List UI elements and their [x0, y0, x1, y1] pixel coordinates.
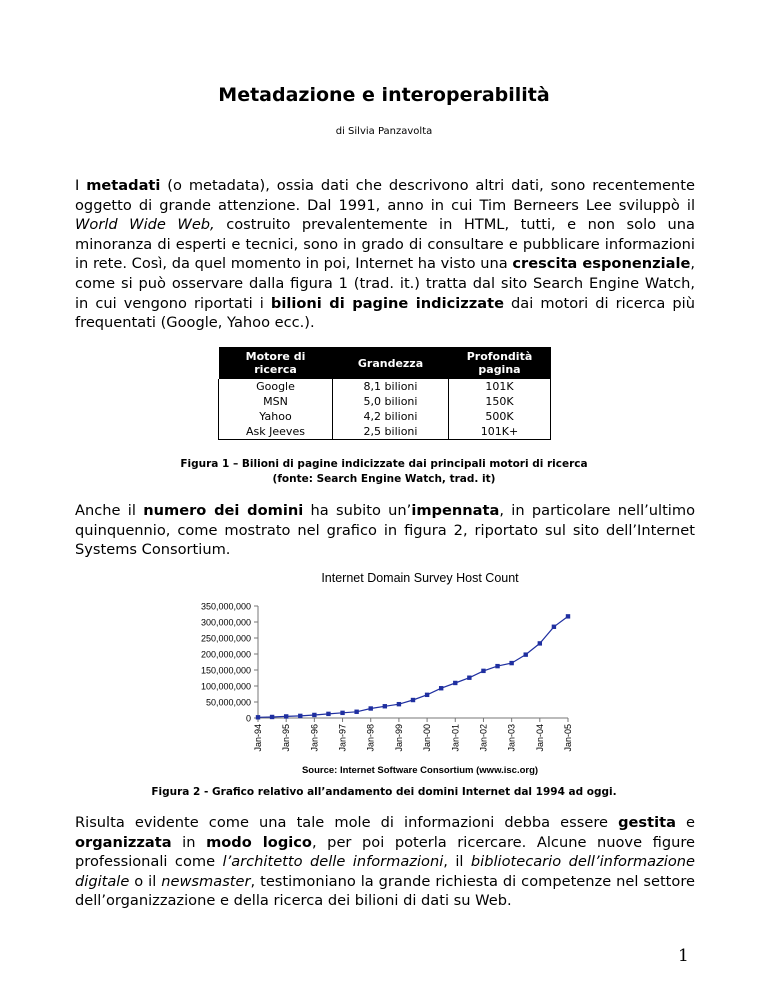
table-cell: 5,0 bilioni: [333, 394, 449, 409]
text-run: ha subito un’: [303, 502, 412, 519]
y-tick-label: 50,000,000: [205, 697, 251, 708]
page-number: 1: [678, 946, 689, 966]
search-engine-table: [218, 347, 551, 440]
table-row: [219, 379, 551, 394]
document-title: Metadazione e interoperabilità: [218, 84, 550, 106]
italic-text: bibliotecario dell’informazione digitale: [75, 853, 695, 890]
bold-text: bilioni di pagine indicizzate: [270, 294, 504, 312]
intro-paragraph: [75, 176, 695, 333]
figure-2-caption: Figura 2 - Grafico relativo all’andamento dei domini Internet dal 1994 ad oggi.: [151, 786, 617, 798]
text-run: in: [171, 833, 207, 851]
bold-text: numero dei domini: [143, 502, 304, 519]
data-point: [552, 625, 556, 629]
table-cell: 4,2 bilioni: [333, 409, 449, 424]
text-run: (o metadata), ossia dati che descrivono altri dati, sono recentemente oggetto di grande attenzione. Dal 1991, anno in cui Tim Berneers Lee sviluppò il: [75, 177, 695, 214]
figure-1-caption: [0, 457, 768, 487]
text-run: Anche il: [75, 502, 144, 519]
table-header-depth: Profondità pagina: [449, 347, 551, 379]
bold-text: organizzata: [75, 833, 172, 851]
y-tick-label: 150,000,000: [200, 665, 251, 676]
table-cell: 101K: [449, 379, 551, 394]
italic-text: l’architetto delle informazioni: [222, 853, 444, 871]
table-row: [219, 394, 551, 409]
x-tick-label: Jan-96: [309, 724, 320, 752]
text-run: dai motori di ricerca più frequentati (Google, Yahoo ecc.).: [75, 294, 695, 332]
table-cell: MSN: [219, 394, 333, 409]
table-cell: 2,5 bilioni: [333, 424, 449, 440]
text-run: costruito prevalentemente in HTML, tutti, e non solo una minoranza di esperti e tecnici, sono in grado di consultare e pubblicare informazioni in rete. Così, da quel momento in poi, Internet ha visto una: [75, 216, 695, 273]
text-run: Risulta evidente come una tale mole di informazioni debba essere: [75, 814, 619, 831]
text-run: e: [675, 814, 695, 831]
text-run: I: [75, 177, 87, 194]
figure-1-caption-line1: Figura 1 – Bilioni di pagine indicizzate dai principali motori di ricerca: [180, 458, 588, 470]
text-run: , il: [443, 853, 471, 871]
data-point: [524, 652, 528, 656]
data-point: [453, 681, 457, 685]
y-tick-label: 200,000,000: [200, 649, 251, 660]
x-tick-label: Jan-02: [478, 724, 489, 752]
table-cell: 500K: [449, 409, 551, 424]
y-tick-label: 100,000,000: [200, 681, 251, 692]
x-tick-label: Jan-04: [534, 724, 545, 752]
text-run: , in particolare nell’ultimo quinquennio, come mostrato nel grafico in figura 2, riportato sul sito dell’Internet Systems Consortium.: [75, 502, 695, 559]
bold-text: gestita: [618, 814, 676, 831]
data-point: [340, 711, 344, 715]
bold-text: crescita esponenziale: [512, 255, 691, 273]
table-cell: Yahoo: [219, 409, 333, 424]
italic-text: newsmaster: [161, 872, 251, 890]
text-run: , come si può osservare dalla figura 1 (trad. it.) tratta dal sito Search Engine Watch, in cui vengono riportati i: [75, 255, 696, 312]
table-cell: 8,1 bilioni: [333, 379, 449, 394]
y-tick-label: 0: [245, 713, 251, 724]
data-point: [495, 664, 499, 668]
italic-text: World Wide Web,: [75, 216, 215, 234]
data-point: [298, 714, 302, 718]
x-tick-label: Jan-03: [506, 724, 517, 752]
bold-text: impennata: [411, 502, 500, 519]
x-tick-label: Jan-05: [563, 724, 573, 752]
x-tick-label: Jan-01: [450, 724, 461, 752]
table-cell: Google: [219, 379, 333, 394]
text-run: , testimoniano la grande richiesta di competenze nel settore dell’organizzazione e della ricerca dei bilioni di dati su Web.: [75, 872, 695, 910]
data-point: [397, 702, 401, 706]
bold-text: modo logico: [206, 833, 312, 851]
table-cell: 101K+: [449, 424, 551, 440]
y-tick-label: 250,000,000: [200, 633, 251, 644]
chart-title: Internet Domain Survey Host Count: [321, 571, 519, 585]
text-run: , per poi poterla ricercare. Alcune nuove figure professionali come: [75, 833, 695, 871]
table-header-size: Grandezza: [333, 347, 449, 379]
data-point: [354, 710, 358, 714]
domains-paragraph: [75, 501, 695, 560]
data-point: [312, 713, 316, 717]
table-cell: 150K: [449, 394, 551, 409]
x-tick-label: Jan-97: [337, 724, 348, 752]
data-point: [270, 715, 274, 719]
data-point: [326, 712, 330, 716]
x-tick-label: Jan-98: [365, 724, 376, 752]
x-tick-label: Jan-99: [393, 724, 404, 752]
chart-source: Source: Internet Software Consortium (www.isc.org): [301, 765, 539, 776]
data-point: [481, 669, 485, 673]
data-point: [256, 715, 260, 719]
host-count-chart: [180, 568, 590, 778]
figure-1-caption-line2: (fonte: Search Engine Watch, trad. it): [272, 473, 496, 485]
data-point: [566, 614, 570, 618]
data-point: [467, 676, 471, 680]
data-point: [383, 704, 387, 708]
x-tick-label: Jan-95: [281, 724, 292, 752]
data-point: [439, 686, 443, 690]
data-point: [411, 698, 415, 702]
conclusion-paragraph: [75, 813, 695, 911]
x-tick-label: Jan-00: [422, 724, 433, 752]
table-row: [219, 409, 551, 424]
y-tick-label: 300,000,000: [200, 617, 251, 628]
author-line: di Silvia Panzavolta: [335, 126, 433, 137]
y-tick-label: 350,000,000: [200, 601, 251, 612]
table-header-engine: Motore di ricerca: [219, 347, 333, 379]
bold-text: metadati: [86, 177, 161, 194]
table-row: [219, 424, 551, 440]
data-point: [284, 714, 288, 718]
data-point: [509, 661, 513, 665]
data-point: [425, 693, 429, 697]
text-run: o il: [129, 872, 162, 890]
table-cell: Ask Jeeves: [219, 424, 333, 440]
data-point: [538, 641, 542, 645]
data-point: [369, 706, 373, 710]
x-tick-label: Jan-94: [253, 724, 263, 752]
